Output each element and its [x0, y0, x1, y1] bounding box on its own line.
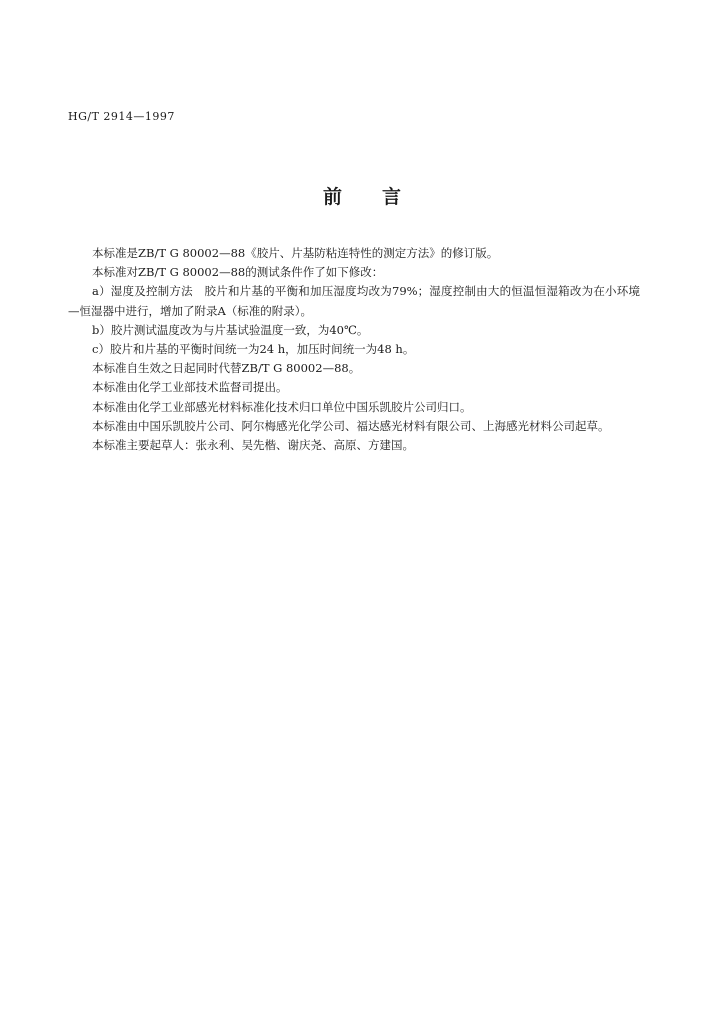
paragraph-modifications-intro: 本标准对ZB/T G 80002—88的测试条件作了如下修改：	[92, 265, 384, 280]
paragraph-drafters: 本标准主要起草人：张永利、吴先楷、谢庆尧、高原、方建国。	[92, 438, 414, 453]
paragraph-revision-note: 本标准是ZB/T G 80002—88《胶片、片基防粘连特性的测定方法》的修订版。	[92, 246, 499, 260]
page-title: 前言	[322, 186, 441, 208]
paragraph-drafting-units: 本标准由中国乐凯胶片公司、阿尔梅感光化学公司、福达感光材料有限公司、上海感光材料公司起草。	[92, 418, 610, 433]
paragraph-modification-b: b）胶片测试温度改为与片基试验温度一致，为40℃。	[92, 322, 369, 337]
paragraph-modification-a: a）湿度及控制方法 胶片和片基的平衡和加压湿度均改为79%；湿度控制由大的恒温恒湿箱改为在小环境—恒湿器中进行，增加了附录A（标准的附录）。	[68, 284, 640, 318]
foreword-body	[68, 244, 640, 455]
paragraph-modification-c: c）胶片和片基的平衡时间统一为24 h，加压时间统一为48 h。	[92, 342, 415, 357]
paragraph-administrator: 本标准由化学工业部感光材料标准化技术归口单位中国乐凯胶片公司归口。	[92, 399, 472, 414]
document-code: HG/T 2914—1997	[68, 110, 175, 123]
paragraph-proposer: 本标准由化学工业部技术监督司提出。	[92, 380, 288, 395]
paragraph-replacement: 本标准自生效之日起同时代替ZB/T G 80002—88。	[92, 361, 361, 376]
